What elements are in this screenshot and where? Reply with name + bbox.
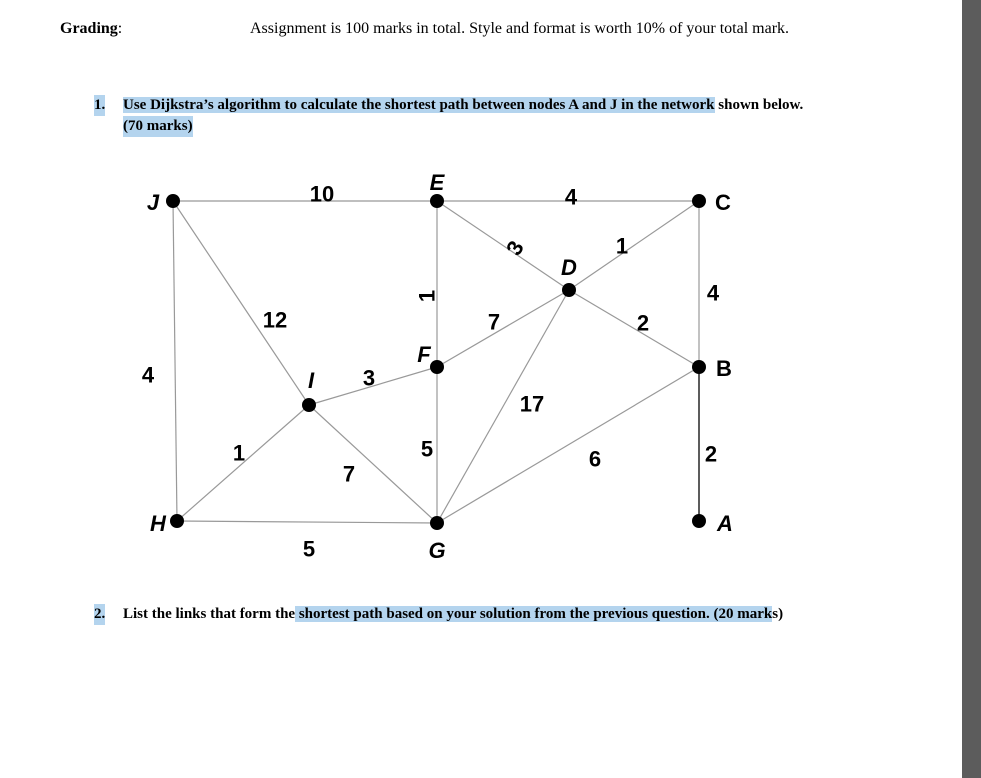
node-c xyxy=(692,194,706,208)
edge-j-i xyxy=(173,201,309,405)
question-marks: (70 marks) xyxy=(123,116,193,137)
edge-weight-e-c: 4 xyxy=(564,184,578,210)
node-label-g: G xyxy=(428,538,446,563)
edge-weight-c-b: 4 xyxy=(706,280,720,306)
edge-d-g xyxy=(437,290,569,523)
node-label-j: J xyxy=(146,190,160,215)
grading-text: Assignment is 100 marks in total. Style and format is worth 10% of your total mark. xyxy=(250,20,790,37)
edge-weight-d-b: 2 xyxy=(636,310,650,336)
edge-weight-g-b: 6 xyxy=(588,446,602,472)
edge-g-b xyxy=(437,367,699,523)
question-text: Use Dijkstra’s algorithm to calculate the shortest path between nodes A and J in the network shown below. xyxy=(123,97,804,113)
edge-d-c xyxy=(569,201,699,290)
grading-label: Grading: xyxy=(60,20,123,37)
node-label-e: E xyxy=(429,170,445,195)
edge-weight-e-f: 1 xyxy=(414,289,440,303)
edge-weight-b-a: 2 xyxy=(704,441,718,467)
node-a xyxy=(692,514,706,528)
node-label-d: D xyxy=(561,255,577,280)
node-d xyxy=(562,283,576,297)
question-number: 1. xyxy=(94,95,105,116)
node-label-c: C xyxy=(715,190,731,215)
edge-weight-j-e: 10 xyxy=(309,181,335,207)
edge-j-h xyxy=(173,201,177,521)
node-label-h: H xyxy=(150,511,166,536)
edge-weight-f-g: 5 xyxy=(420,436,434,462)
node-label-f: F xyxy=(417,342,431,367)
node-f xyxy=(430,360,444,374)
question-number: 2. xyxy=(94,604,105,625)
edge-h-g xyxy=(177,521,437,523)
node-g xyxy=(430,516,444,530)
edge-weight-d-c: 1 xyxy=(615,233,629,259)
edge-weight-j-h: 4 xyxy=(141,362,155,388)
node-i xyxy=(302,398,316,412)
edge-f-d xyxy=(437,290,569,367)
edge-d-b xyxy=(569,290,699,367)
edge-i-g xyxy=(309,405,437,523)
edge-weight-j-i: 12 xyxy=(262,307,288,333)
edge-weight-h-g: 5 xyxy=(302,536,316,562)
node-label-a: A xyxy=(717,511,733,536)
edge-weight-f-d: 7 xyxy=(487,309,501,335)
node-j xyxy=(166,194,180,208)
edge-weight-e-d: 3 xyxy=(501,236,529,260)
node-e xyxy=(430,194,444,208)
node-label-i: I xyxy=(307,368,315,393)
edge-weight-h-i: 1 xyxy=(232,440,246,466)
node-h xyxy=(170,514,184,528)
edge-weight-d-g: 17 xyxy=(519,391,545,417)
node-label-b: B xyxy=(716,356,732,381)
question-text: List the links that form the shortest path based on your solution from the previous question. (20 marks) xyxy=(123,606,784,622)
node-b xyxy=(692,360,706,374)
edge-weight-i-f: 3 xyxy=(362,365,376,391)
edge-weight-i-g: 7 xyxy=(342,461,356,487)
